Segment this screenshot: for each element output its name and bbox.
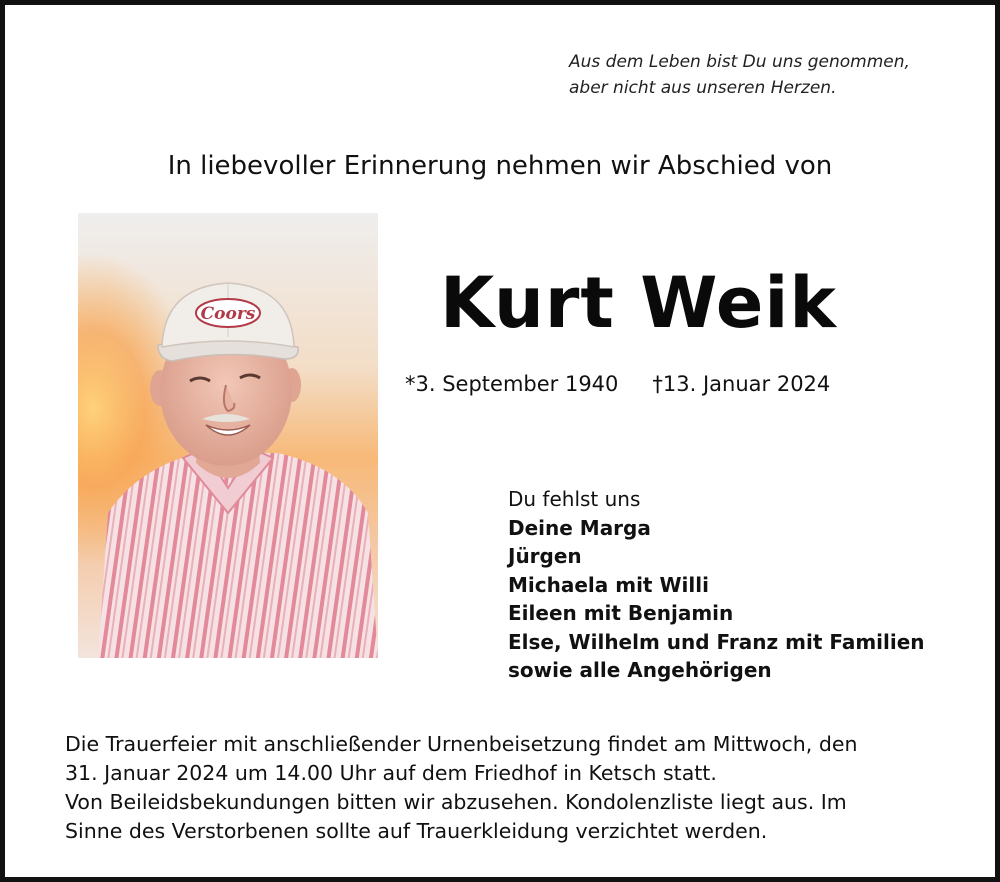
service-line: Von Beileidsbekundungen bitten wir abzusehen. Kondolenzliste liegt aus. Im xyxy=(65,790,847,814)
motto-quote xyxy=(569,49,969,101)
mourners-lead: Du fehlst uns xyxy=(508,487,641,511)
death-date: †13. Januar 2024 xyxy=(652,372,831,396)
service-line: Sinne des Verstorbenen sollte auf Trauerkleidung verzichtet werden. xyxy=(65,819,768,843)
mourner-name: Jürgen xyxy=(508,544,582,568)
motto-line-2: aber nicht aus unseren Herzen. xyxy=(569,78,837,98)
service-line: Die Trauerfeier mit anschließender Urnenbeisetzung findet am Mittwoch, den xyxy=(65,732,858,756)
motto-line-1: Aus dem Leben bist Du uns genommen, xyxy=(569,52,910,72)
mourner-name: Michaela mit Willi xyxy=(508,572,709,597)
deceased-name: Kurt Weik xyxy=(440,262,837,344)
mourner-name: Else, Wilhelm und Franz mit Familien xyxy=(508,629,925,654)
mourners-list xyxy=(508,485,925,685)
cap-logo-text: Coors xyxy=(200,304,256,324)
service-line: 31. Januar 2024 um 14.00 Uhr auf dem Friedhof in Ketsch statt. xyxy=(65,761,717,785)
intro-heading: In liebevoller Erinnerung nehmen wir Abschied von xyxy=(167,151,833,181)
portrait-photo xyxy=(78,213,378,658)
life-dates xyxy=(405,369,830,399)
service-details xyxy=(65,730,945,846)
mourner-name: sowie alle Angehörigen xyxy=(508,658,772,682)
portrait-illustration xyxy=(78,213,378,658)
birth-date: *3. September 1940 xyxy=(405,372,619,396)
mourner-name: Deine Marga xyxy=(508,515,651,540)
mourner-name: Eileen mit Benjamin xyxy=(508,601,734,625)
